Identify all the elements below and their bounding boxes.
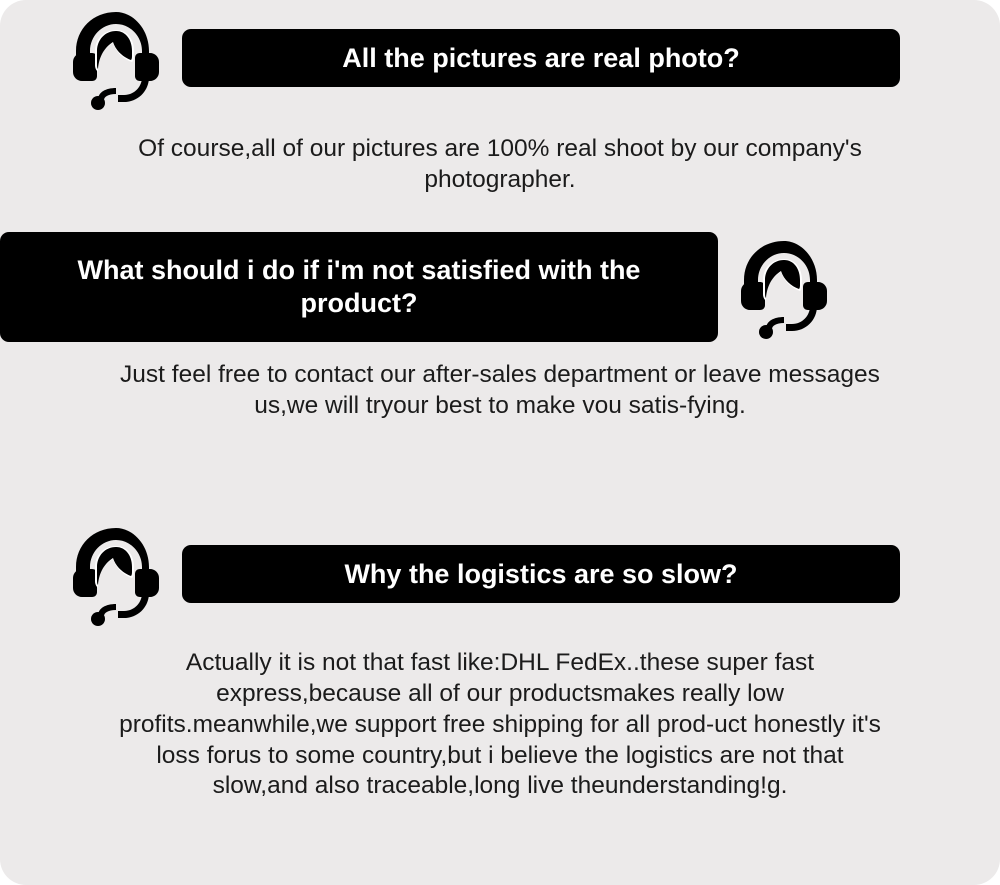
faq-question-bar: Why the logistics are so slow? (182, 545, 900, 603)
faq-item-2 (0, 232, 1000, 422)
faq-question-row (0, 232, 1000, 342)
faq-question-row (0, 4, 1000, 112)
faq-answer: Of course,all of our pictures are 100% real shoot by our company's photographer. (138, 135, 862, 193)
faq-item-3 (0, 520, 1000, 802)
faq-question-bar: All the pictures are real photo? (182, 29, 900, 87)
faq-question-bar: What should i do if i'm not satisfied with the product? (0, 232, 718, 342)
faq-item-1 (0, 4, 1000, 196)
faq-answer: Just feel free to contact our after-sales department or leave messages us,we will tryour best to make vou satis-fying. (120, 361, 880, 419)
headset-operator-icon (62, 520, 170, 628)
headset-operator-icon (62, 4, 170, 112)
faq-question-row (0, 520, 1000, 628)
faq-answer: Actually it is not that fast like:DHL FedEx..these super fast express,because all of our productsmakes really low profits.meanwhile,we support free shipping for all prod-uct honestly it's loss forus to some country,but i believe the logistics are not that slow,and also traceable,long live theunderstanding!g. (119, 649, 881, 800)
headset-operator-icon (730, 233, 838, 341)
